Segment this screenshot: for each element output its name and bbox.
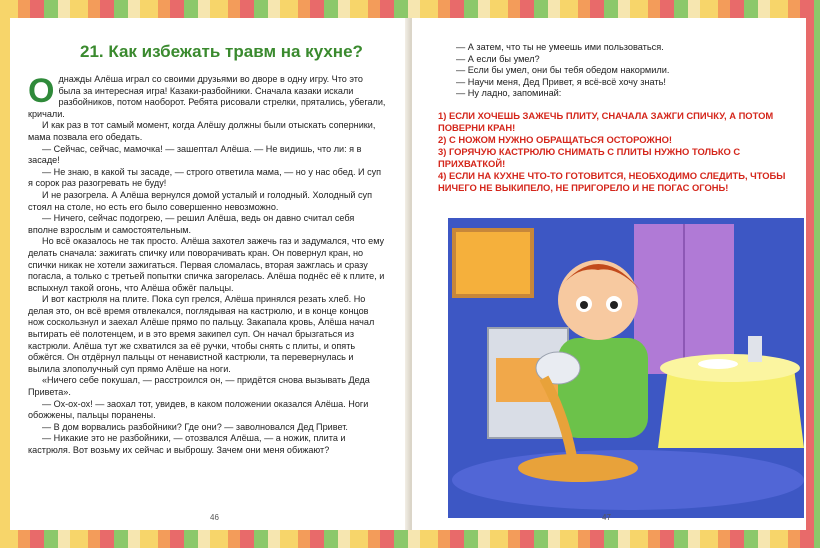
plate <box>698 359 738 369</box>
page-title: 21. Как избежать травм на кухне? <box>80 42 363 61</box>
paragraph: — Не знаю, в какой ты засаде, — строго ответила мама, — но у нас обед. И суп я сорок раз разогревать не буду! <box>28 166 382 189</box>
kitchen-illustration <box>448 218 804 518</box>
floor-rug <box>452 450 804 510</box>
paragraph: — Научи меня, Дед Привет, я всё-всё хочу знать! <box>456 76 666 87</box>
right-pupil <box>610 301 618 309</box>
story-text <box>28 74 386 457</box>
left-pupil <box>580 301 588 309</box>
left-page <box>10 18 408 530</box>
first-paragraph-text: днажды Алёша играл со своими друзьями во дворе в одну игру. Что это была за интересная игра! Казаки-разбойники. Сначала казаки искали разбойников, потом наоборот. Ребята рисовали стрелки, прятались, убегали, кричали. <box>28 74 386 119</box>
paragraph: — Ну ладно, запоминай: <box>456 88 562 99</box>
page-number: 46 <box>210 513 219 522</box>
rule-item: 4) ЕСЛИ НА КУХНЕ ЧТО-ТО ГОТОВИТСЯ, НЕОБХОДИМО СЛЕДИТЬ, ЧТОБЫ НИЧЕГО НЕ ВЫКИПЕЛО, НЕ ПРИГОРЕЛО И НЕ ПОГАС ОГОНЬ! <box>438 170 786 193</box>
spilled-soup <box>518 454 638 482</box>
paragraph: — В дом ворвались разбойники? Где они? — заволновался Дед Привет. <box>42 421 348 432</box>
boy-face <box>558 260 638 340</box>
rule-item: 3) ГОРЯЧУЮ КАСТРЮЛЮ СНИМАТЬ С ПЛИТЫ НУЖНО ТОЛЬКО С ПРИХВАТКОЙ! <box>438 146 741 169</box>
paragraph: — А затем, что ты не умеешь ими пользоваться. <box>456 42 664 52</box>
page-number: 47 <box>602 513 611 522</box>
right-page <box>412 18 806 530</box>
drop-cap: О <box>28 72 55 110</box>
rule-item: 2) С НОЖОМ НУЖНО ОБРАЩАТЬСЯ ОСТОРОЖНО! <box>438 134 673 145</box>
paragraph: «Ничего себе покушал, — расстроился он, — придётся снова вызывать Деда Привета». <box>28 375 370 398</box>
wall-picture <box>454 230 532 296</box>
safety-rules <box>438 110 792 194</box>
paragraph: Но всё оказалось не так просто. Алёша захотел зажечь газ и задумался, что ему делать сначала: зажигать спичку или поворачивать кран. Он повернул кран, но спички никак не хотели зажигаться. Первая сломалась, вторая зажглась и сразу погасла, а только с третьей попытки спичка загорелась. Алёша поднёс её к плите, и вспыхнул такой огонь, что Алёша обжёг пальцы. <box>28 236 385 293</box>
paragraph: — А если бы умел? <box>456 53 540 64</box>
paragraph: — Никакие это не разбойники, — отозвался Алёша, — а ножик, плита и кастрюля. Вот возьму их сейчас и выброшу. Зачем они меня обижают? <box>28 433 346 455</box>
dialogue-text <box>444 42 784 100</box>
paragraph: И не разогрела. А Алёша вернулся домой усталый и голодный. Холодный суп стоял на столе, но есть его было совершенно невозможно. <box>28 189 373 212</box>
boy-shirt <box>558 338 648 438</box>
paragraph: — Ничего, сейчас подогрею, — решил Алёша, ведь он давно считал себя вполне взрослым и самостоятельным. <box>28 213 355 235</box>
first-paragraph <box>28 74 386 120</box>
paragraph: — Если бы умел, они бы тебя обедом накормили. <box>456 65 670 76</box>
paragraph: — Сейчас, сейчас, мамочка! — зашептал Алёша. — Не видишь, что ли: я в засаде! <box>28 143 362 166</box>
paragraph: — Ох-ох-ох! — заохал тот, увидев, в каком положении оказался Алёша. Ноги обожжены, пальцы поранены. <box>28 398 369 421</box>
paragraph: И вот кастрюля на плите. Пока суп грелся, Алёша принялся резать хлеб. Но делая это, он всё время отвлекался, поглядывая на кастрюлю, и в конце концов нож соскользнул и заехал Алёше прямо по пальцу. Закапала кровь, Алёша начал вытирать её полотенцем, и в это время закипел суп. Он начал брызгаться из кастрюли. Алёша тут же схватился за её ручки, чтобы снять с плиты, и опять обжёгся. Он отдёрнул пальцы от ненавистной кастрюли, та перевернулась и вылила злополучный суп прямо Алёше на ноги. <box>28 294 375 374</box>
knife-block <box>748 336 762 362</box>
paragraph: И как раз в тот самый момент, когда Алёшу должны были отыскать соперники, мама позвала его обедать. <box>28 120 376 142</box>
rule-item: 1) ЕСЛИ ХОЧЕШЬ ЗАЖЕЧЬ ПЛИТУ, СНАЧАЛА ЗАЖГИ СПИЧКУ, А ПОТОМ ПОВЕРНИ КРАН! <box>438 110 774 133</box>
